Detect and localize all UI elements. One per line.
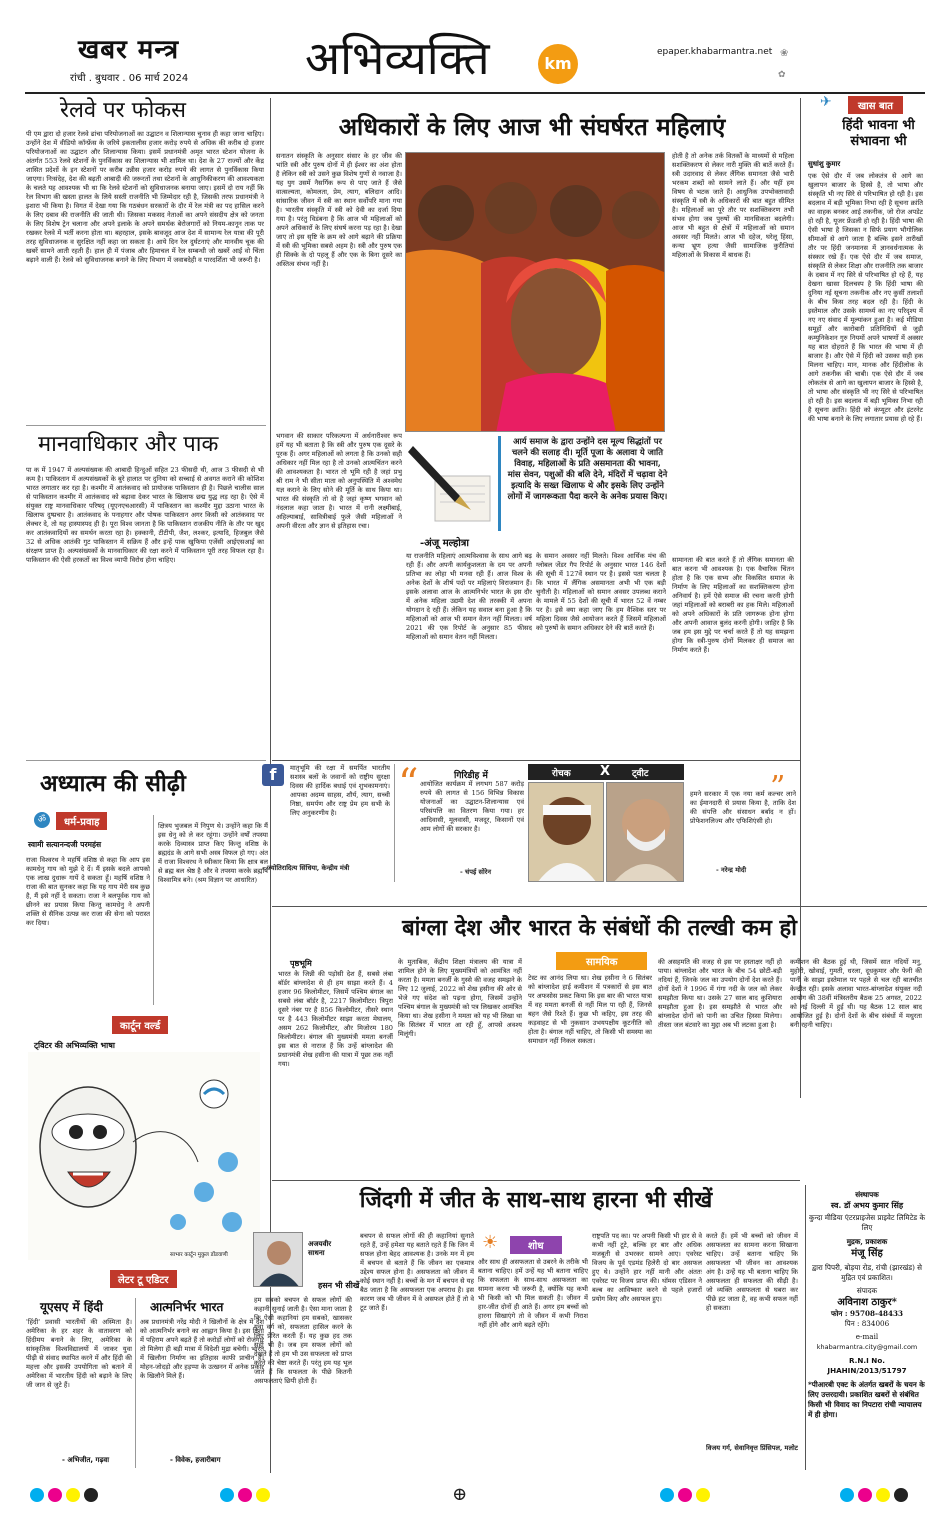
brand-logo [538, 44, 578, 84]
crosshair-icon: ⊕ [452, 1484, 468, 1505]
registration-marks [0, 1478, 945, 1517]
bangladesh-col4: की असहमति की वजह से इस पर हस्ताक्षर नहीं हो पाया। बांग्लादेश और भारत के बीच 54 छोटी-बड़ी नदियां हैं, जिनके जल का उपयोग दोनों देश करते हैं। दोनों देशों ने 1996 में गंगा नदी के जल को लेकर समझौता किया था। उसके 27 साल बाद कुशियारा समझौता हुआ है। इस समझौते से भारत और बांग्लादेश दोनों को पानी का उचित हिस्सा मिलेगा। तीस्ता जल बंटवारे का मुद्दा अब भी लटका हुआ है। [658, 958, 782, 1029]
imprint-note: *पीआरबी एक्ट के अंतर्गत खबरों के चयन के लिए उत्तरदायी। प्रकाशित खबरों से संबंधित किसी भी विवाद का निपटारा रांची न्यायालय में ही होगा। [808, 1380, 925, 1419]
spiritual-headline: अध्यात्म की सीढ़ी [40, 770, 186, 797]
soren-photo [528, 782, 604, 882]
women-photo [405, 152, 665, 432]
letter1-by: - अभिजीत, गढ़वा [62, 1456, 110, 1464]
plane-icon: ✈ [820, 94, 832, 110]
right-body: एक ऐसे दौर में जब लोकतंत्र से आगे का खुलापन बाजार के हिस्से है, तो भाषा और संस्कृति भी नए सिरे से परिभाषित हो रही है। इस बदलाव में बड़ी भूमिका निभा रही है सूचना क्रांति का वाहक बनकर आई तकनीक, जो रोज अपडेट हो रही है, यूजर फ्रेंडली हो रही है। हिंदी भाषा की ऐसी भाषा है जिसका न सिर्फ प्रयाग भौगोलिक सीमाओं से आगे जाता है बल्कि इसने तारीखों तौर पर हिंदी जनमानस में ज्ञानवर्धनात्मक के संस्कार रखे हैं। एक ऐसे दौर में जब समाज, संस्कृति से लेकर शिक्षा और राजनीति तक बाजार के दबाव में नए सिरे से परिभाषित हो रहे हैं, यह देखना खासा दिलचस्प है कि हिंदी भाषा की दुनिया नई सूचना तकनीक और नए कुर्सी तलाशों के बीच किस तरह बदल रही है। हिंदी के इस्तेमाल और उसके सामर्थ्य का नए परिदृश्य में नए नए संवाद में मूल्यांकन हुआ है। कई मीडिया समूहों और कारोबारी प्रतिनिधियों से जुड़ी कम्युनिकेशन गुरु नियमों अपने भाषणों में अक्सर यह बात दोहराते हैं कि भारत की भाषा में ही बाजार है। और ऐसे में हिंदी को उसका सही हक मिलना चाहिए। मान, मानक और हिंदीलोक के आगे तकनीक की चाबी। एक ऐसे दौर में जब लोकतंत्र से आगे का खुलापन बाजार के हिस्से है, तो भाषा और संस्कृति भी नए सिरे से परिभाषित हो रही है। इस बदलाव में बड़ी भूमिका निभा रही है सूचना क्रांति। हिंदी को कंप्यूटर और इंटरनेट की भाषा बनाने के लिए लगातार प्रयास हो रहे हैं। [808, 172, 923, 423]
bangladesh-tag-mid-label: सामयिक [586, 957, 618, 968]
brand-logo-letters: km [544, 54, 572, 73]
imprint-box [808, 1190, 926, 1470]
letters-tag: लेटर टू एडिटर [110, 1270, 177, 1288]
quote-mark-icon: “ [398, 761, 419, 807]
cartoon-image [28, 1052, 260, 1260]
main-col3: होती है तो अनेक तर्क वितर्कों के माध्यमों से महिला सशक्तिकरण से लेकर नारी मुक्ति की बातें करते हैं। स्त्री उदारवाद से लेकर लैंगिक समानता जैसे भारी भरकम शब्दों को सामने लाते हैं। और यहीं हम विषय से भटक जाते हैं। आधुनिक उपभोक्तावादी संस्कृति में स्त्री के अधिकारों की बात बहुत सीमित है। महिलाओं का पूरे तौर पर सशक्तिकरण तभी संभव होगा जब पुरुषों की मानसिकता बदलेगी। आज भी बहुत से क्षेत्रों में महिलाओं को समान अवसर नहीं मिलते। आज भी दहेज, घरेलू हिंसा, कन्या भ्रूण हत्या जैसी सामाजिक कुरीतियां महिलाओं के विकास में बाधक हैं। [672, 152, 794, 259]
main-col4: या राजनीति महिलाएं आत्मविश्वास के साथ आगे बढ़ रही हैं। और अपनी कार्यकुशलता के दम पर अपनी प्रतिभा का लोहा भी मनवा रही हैं। आज विश्व के अनेक देशों के शीर्ष पदों पर महिलाएं विराजमान हैं। इसके अलावा आज के आत्मनिर्भर भारत के इस दौर में अनेक महिला उद्यमी देश की तरक्की में अपना योगदान दे रही हैं। लेकिन यह सवाल बना हुआ है कि महिलाओं को आज भी समान वेतन नहीं मिलता। वर्ष 2021 की एक रिपोर्ट के अनुसार 85 फीसद महिलाओं को समान वेतन नहीं मिलता। [406, 552, 532, 641]
life-byline: हसन भी सीखें [318, 1280, 360, 1290]
tweet-header [528, 764, 684, 780]
life-col5: करते हैं। हमें भी बच्चों को जीवन में असफलता का सामना करना सिखाना चाहिए। उन्हें बताना चाहिए कि असफलता भी जीवन का आवश्यक अंग है। उन्हें यह भी बताना चाहिए कि असफलता ही सफलता की सीढ़ी है। जो व्यक्ति असफलता से घबरा कर पीछे हट जाता है, वह कभी सफल नहीं हो सकता। [706, 1232, 798, 1312]
post3-text: हमने सरकार में एक नया कर्म कल्चर लाने का ईमानदारी से प्रयास किया है, ताकि देश की संपत्ति और संसाधन बर्बाद न हों। प्रोफेशनलिज्म और एफिशिएंसी हो। [690, 790, 796, 825]
main-headline: अधिकारों के लिए आज भी संघर्षरत महिलाएं [338, 112, 726, 141]
right-tag-label: खास बात [858, 101, 894, 112]
cartoon-tag: कार्टून वर्ल्ड [112, 1016, 168, 1034]
life-headline: जिंदगी में जीत के साथ-साथ हारना भी सीखें [359, 1187, 713, 1213]
imprint-editor-name: अविनाश ठाकुर* [837, 1297, 897, 1308]
post3-by: - नरेन्द्र मोदी [716, 866, 747, 874]
author-photo [253, 1232, 303, 1287]
letter1-body: 'हिंदी' प्रवासी भारतीयों की अस्मिता है। अमेरिका के हर शहर के वातावरण को हिंदीमय बनाने के लिए, अमेरिका के सांस्कृतिक विश्वविद्यालयों में जाकर युवा पीढ़ी से संवाद स्थापित करने में और हिंदी की महत्ता और इसकी उपयोगिता को बताने में अमेरिका में भारतीय हिंदी को बढ़ाने के लिए जी जान से जुटे हैं। [26, 1318, 132, 1389]
pen-image [405, 436, 495, 531]
letter1-title: यूएसए में हिंदी [40, 1300, 103, 1314]
section-title: अभिव्यक्ति [305, 31, 490, 85]
post2-title: गिरिडीह में [454, 771, 488, 781]
imprint-email[interactable]: khabarmantra.city@gmail.com [816, 1343, 918, 1351]
imprint-printer-name: मंजू सिंह [851, 1248, 883, 1259]
paper-name: खबर मन्त्र [78, 35, 180, 65]
imprint-founder: स्व. डॉ अभय कुमार सिंह [830, 1200, 904, 1210]
imprint-rni: JHAHIN/2013/51797 [827, 1366, 907, 1375]
life-tag-mid [510, 1236, 562, 1254]
om-icon: ॐ [34, 812, 50, 828]
main-col1: सनातन संस्कृति के अनुसार संसार के हर जीव की भांति स्त्री और पुरुष दोनों में ही ईश्वर का अंश होता है लेकिन स्त्री को उसने कुछ विशेष गुणों से नवाजा है। यह युग उसमें नैसर्गिक रूप से पाए जाते हैं जैसे वात्सल्यता, कोमलता, प्रेम, त्याग, बलिदान आदि। सांसारिक जीवन में स्त्री का स्थान सर्वोपरि माना गया है। भारतीय संस्कृति में स्त्री को देवी का दर्जा दिया गया है। परंतु विडंबना है कि आज भी महिलाओं को अपने अधिकारों के लिए संघर्ष करना पड़ रहा है। देखा जाए तो इस सृष्टि के क्रम को आगे बढ़ाने की प्रक्रिया में स्त्री की भूमिका सबसे अहम है। स्त्री और पुरुष एक ही सिक्के के दो पहलू हैं और एक के बिना दूसरे का अस्तित्व संभव नहीं है। [276, 152, 402, 268]
imprint-editor-label: संपादक [856, 1286, 878, 1295]
right-headline: हिंदी भावना भी संभावना भी [842, 118, 915, 149]
bangladesh-tag-left: पृष्ठभूमि [290, 959, 312, 968]
leaf-icon: ❀ [780, 48, 789, 59]
right-tag [848, 96, 903, 114]
cartoon-title: ट्विटर की अभिव्यक्ति भाषा [34, 1041, 115, 1050]
post1-by: - ज्योतिरादित्य सिंधिया, केन्द्रीय मंत्री [262, 864, 350, 872]
tweet-header-tweet: ट्वीट [632, 769, 649, 779]
letter2-title: आत्मनिर्भर भारत [150, 1300, 224, 1314]
human-rights-headline: मानवाधिकार और पाक [38, 432, 219, 457]
life-col4: राष्ट्रपति पद का। पर अपनी किसी भी हार से वे कभी नहीं टूटे, बल्कि हर बार और अधिक मजबूती से उभरकर सामने आए। एवरेस्ट विजय के पूर्व एडमंड हिलेरी दो बार असफल हुए थे। उन्होंने हार नहीं मानी और अंततः एवरेस्ट पर विजय प्राप्त की। थॉमस एडिसन ने बल्ब का आविष्कार करने से पहले हजारों प्रयोग किए और असफल हुए। [592, 1232, 702, 1303]
bangladesh-col2: के मुताबिक, केंद्रीय शिक्षा मंत्रालय की यात्रा में शामिल होने के लिए मुख्यमंत्रियों को आमंत्रित नहीं करता है। ममता बनर्जी के गुस्से की वजह समझने के लिए 12 जुलाई, 2022 को शेख हसीना की ओर से भेजे गए संदेश को पढ़ना होगा, जिसमें उन्होंने पश्चिम बंगाल के मुख्यमंत्री को पत्र लिखकर आमंत्रित किया था। शेख हसीना ने ममता को यह भी लिखा था कि सितंबर में भारत आ रही हूँ, आपसे अवश्य मिलूंगी। [398, 958, 522, 1038]
modi-photo [606, 782, 684, 882]
facebook-icon[interactable]: f [262, 764, 284, 786]
bangladesh-col1: भारत के जिन्नी की पड़ोसी देश हैं, सबसे लंबा बॉर्डर बांग्लादेश से ही हम साझा करते हैं। 4 हजार 96 किलोमीटर, जिसमें पश्चिम बंगाल का सबसे लंबा बॉर्डर है, 2217 किलोमीटर। त्रिपुरा दूसरे नंबर पर है 856 किलोमीटर, तीसरे स्थान पर है 443 किलोमीटर साझा करता मेघालय, असम 262 किलोमीटर, और मिजोरम 180 किलोमीटर। बंगाल की मुख्यमंत्री ममता बनर्जी इस बात से नाराज हैं कि उन्हें बांग्लादेश की प्रधानमंत्री शेख हसीना की यात्रा में पूछा तक नहीं गया। [278, 970, 393, 1068]
imprint-pin: पिन : 834006 [844, 1319, 890, 1328]
post2-by: - चंपई सोरेन [460, 868, 492, 876]
leaf-icon-2: ✿ [778, 70, 786, 80]
author-name: -अंजू मल्होत्रा [420, 538, 469, 549]
life-col3: और साथ ही असफलता से उबरने के तरीके भी बताना चाहिए। हमें उन्हें यह भी बताना चाहिए कि सफलता के साथ-साथ असफलता का सामना करना भी जरूरी है, क्योंकि यह कभी भी किसी को भी मिल सकती है। जीवन में हार-जीत दोनों ही आते हैं। अगर हम बच्चों को हारना सिखाएंगे तो वे जीवन में कभी निराश नहीं होंगे और आगे बढ़ते रहेंगे। [478, 1258, 588, 1329]
letter2-body: अब प्रधानमंत्री नरेंद्र मोदी ने खिलौनों के क्षेत्र में देश को आत्मनिर्भर बनाने का आह्वान किया है। इस दिशा में पहिराम अपने बढ़ते हैं तो करोड़ों लोगों को रोजगार तो मिलेगा ही बड़ी मात्रा में विदेशी मुद्रा बचेगी। भारत में खिलौना निर्माण का इतिहास काफी प्राचीन है। मोहन-जोदड़ो और हड़प्पा के उत्खनन में अनेक प्रकार के खिलौने मिले हैं। [140, 1318, 264, 1380]
spiritual-body-a: राजा विश्वरथ ने महर्षि वशिष्ठ से कहा कि आप इस कामधेनु गाय को मुझे दे दें। मैं इसके बदले आपको एक लाख दुधारू गायें दे सकता हूँ। महर्षि वशिष्ठ ने राजा की बात सुनकर कहा कि यह गाय मेरी सब कुछ है, मैं इसे नहीं दे सकता। राजा ने बलपूर्वक गाय को छीनने का प्रयास किया किन्तु कामधेनु ने अपनी शक्ति से सैनिक उत्पन्न कर राजा की सेना को परास्त कर दिया। [26, 856, 150, 927]
spiritual-body-b: क्षित्रय भुजबल में निपुण थे। उन्होंने कहा कि मैं इस धेनु को ले कर रहूंगा। उन्होंने वर्षों तपस्या करके दिव्यास्त्र प्राप्त किए किन्तु वशिष्ठ के ब्रह्मदंड के आगे सभी अस्त्र विफल हो गए। अंत में राजा विश्वरथ ने स्वीकार किया कि क्षात्र बल से ब्रह्म बल श्रेष्ठ है और वे तपस्या करके ब्रह्मर्षि विश्वामित्र बने। (श्रम विज्ञान पर आधारित) [158, 822, 268, 884]
spiritual-byline: स्वामी सत्यानन्दजी परमहंस [28, 840, 102, 849]
life-col1: हम सबको बचपन से सफल लोगों की कहानी सुनाई जाती है। ऐसा माना जाता है कि ऐसी कहानियां हम सबको, खासकर युवा वर्ग को, सफलता हासिल करने के लिए प्रेरित करती हैं। यह कुछ हद तक सही भी है। जब हम सफल लोगों को देखते हैं तो हम भी उस सफलता को प्राप्त करने की चेष्टा करते हैं। परंतु हम यह भूल जाते हैं कि सफलता के पीछे कितनी असफलताएं छिपी होती हैं। [254, 1296, 352, 1385]
main-col2: भगवान की साकार परिकल्पना में अर्धनारीश्वर रूप हमें यह भी बताता है कि स्त्री और पुरुष एक दूसरे के पूरक हैं। अगर महिलाओं को लगता है कि उनको सही अधिकार नहीं मिल रहा है तो उनको आत्मचिंतन करने की आवश्यकता है। भारत तो भूमि रही है जहां प्रभु श्री राम ने भी सीता माता को अनुपस्थिति में अश्वमेध यज्ञ कराने के लिए सोने की मूर्ति के साथ किया था। भारत की संस्कृति तो वो है जहां कृष्ण भगवान को नंदलाल कहा जाता है। भारत में रानी लक्ष्मीबाई, अहिल्याबाई, सावित्रीबाई फुले जैसी महिलाओं ने अपनी वीरता और ज्ञान से इतिहास रचा। [276, 432, 402, 530]
imprint-printer-label: मुद्रक, प्रकाशक [846, 1237, 888, 1246]
right-byline: सुधांशु कुमार [808, 160, 841, 168]
main-col6: सामानता की बात करते हैं तो लैंगिक समानता की बात करना भी आवश्यक है। एक वैचारिक चिंतन होता है कि एक सभ्य और विकसित समाज के निर्माण के लिए महिलाओं का सशक्तिकरण होना अनिवार्य है। हमें ऐसे समाज की रचना करनी होगी जहां महिलाओं को बराबरी का हक मिले। महिलाओं को अपने अधिकारों के प्रति जागरूक होना होगा और अपनी आवाज बुलंद करनी होगी। जाहिर है कि जब हम इस मुद्दे पर चर्चा करते हैं तो यह समझना होगा कि स्त्री-पुरुष दोनों मिलकर ही समाज का निर्माण करते हैं। [672, 556, 794, 654]
life-tag-mid-label: शोध [528, 1241, 544, 1252]
post2-text: आयोजित कार्यक्रम में लगभग 587 करोड़ रुपये की लागत से 156 विभिन्न विकास योजनाओं का उद्घाटन-शिलान्यास एवं परिसंपत्ति का वितरण किया गया। हर आदिवासी, मूलवासी, मजदूर, किसानों एवं आम लोगों की सरकार है। [420, 780, 524, 833]
website-link[interactable]: epaper.khabarmantra.net [657, 47, 773, 57]
tweet-header-rokak: रोचक [552, 769, 571, 779]
bangladesh-col5: कमीशन की बैठक हुई थी, जिसमें सात नदियों मनु, मुहोरी, खोवाई, गुमती, धरला, दूधकुमार और फेनी की पानी के साझा इस्तेमाल पर पहले से चल रही बातचीत केन्द्रीत रही। इसके अलावा भारत-बांग्लादेश संयुक्त नदी आयोग की 38वीं मंत्रिस्तरीय बैठक 25 अगस्त, 2022 को नई दिल्ली में हुई थी। यह बैठक 12 साल बाद आयोजित हुई है। दोनों देशों के बीच संबंधों में मधुरता बनी रहनी चाहिए। [790, 958, 922, 1029]
x-icon[interactable]: X [600, 764, 611, 779]
imprint-title: संस्थापक [855, 1190, 879, 1199]
sun-icon: ☀ [482, 1232, 499, 1253]
railway-body: पी एम द्वारा दो हजार रेलवे ढांचा परियोजनाओं का उद्घाटन व शिलान्यास चुनाव ही कहा जाना चाहिए। उन्होंने देश में वीडियो कॉन्फ्रेंस के जरिये इकतालीस हजार करोड़ रुपये से अधिक की करीब दो हजार परियोजनाओं का उद्घाटन और शिलान्यास किया। इसमें प्रधानमंत्री अमृत भारत स्टेशन योजना के अंतर्गत 553 रेलवे स्टेशनों के पुनर्विकास का शिलान्यास भी शामिल था। देश के 27 राज्यों और केंद्र शासित प्रदेशों के इन स्टेशनों पर करीब उन्नीस हजार करोड़ रुपये की लागत से पुनर्विकास किया जाएगा। निःसंदेह, देश की बढ़ती आबादी की जरूरतों तथा स्टेशनों के आधुनिकीकरण की आवश्यकता के चलते यह आवश्यक भी था कि रेलवे स्टेशनों को सुविधाजनक बनाया जाए। इसमें दो राय नहीं कि रेल विभाग की खस्ता हालत के लिये सस्ती राजनीति भी जिम्मेदार रही है, जिसकी तरफ प्रधानमंत्री ने इशारा भी किया है। विगत में देखा गया कि गठबंधन सरकारों के दौर में रेल मंत्री का पद हासिल करने के लिए दबाव की राजनीति की जाती थी। जिसका मकसद नेताओं का अपने संसदीय क्षेत्र को जनता के लिए विशेष ट्रेन चलाना और अपने इलाके के अपने समर्थक बेरोजगारों को नियम-कानून ताक पर रखकर रेलवे में भर्ती करना होता था। बहरहाल, इसके बावजूद आज देश में सामान्य रेल यात्रा की पूरी तरह सुविधाजनक व सुरक्षित नहीं कहा जा सकता है। आये दिन रेल दुर्घटनाएं और मानवीय चूक की खबरें सामने आती रहती हैं। हाल ही में पंजाब और हिमाचल में रेल सम्बन्धी जो खबरें आईं वो चिंता बढ़ाने वाली हैं। रेलवे को सुविधाजनक बनाने के लिए विभाग में जवाबदेही व पारदर्शिता भी जरूरी है। [26, 130, 264, 264]
imprint-email-label: e-mail [855, 1332, 879, 1341]
life-col5-by: विजय गर्ग, सेवानिवृत्त प्रिंसिपल, मलोट [706, 1444, 798, 1452]
post1-text: मातृभूमि की रक्षा में समर्पित भारतीय सशस्त्र बलों के जवानों को राष्ट्रीय सुरक्षा दिवस की हार्दिक बधाई एवं शुभकामनाएं। आपका अदम्य साहस, शौर्य, त्याग, सच्ची निष्ठा, समर्पण और राष्ट्र प्रेम हम सभी के लिए अनुकरणीय है। [290, 764, 390, 817]
life-col2: बचपन से सफल लोगों की ही कहानियां सुनाते रहते हैं, उन्हें हमेशा यह बताते रहते हैं कि जिन में सफल होना बेहद आवश्यक है। उनके मन में हम में बचपन से बताते हैं कि जीवन का एकमात्र उद्देश्य सफल होना है। असफलता को जीवन में कोई स्थान नहीं है। बच्चों के मन में बचपन से यह बैठ जाता है कि असफलता एक अपराध है। इस कारण जब भी जीवन में वे असफल होते हैं तो वे टूट जाते हैं। [360, 1232, 474, 1312]
quote-mark-icon-2: ” [770, 770, 786, 805]
quote-box [498, 436, 668, 531]
dateline: रांची . बुधवार . 06 मार्च 2024 [70, 73, 189, 84]
cartoon-credit: साभार कार्टून मुकुल डोंडवाणी [170, 1252, 228, 1258]
bangladesh-col3: टेस्ट का आनंद लिया था। शेख हसीना ने 6 सितंबर को बांग्लादेश हाई कमीशन में पत्रकारों से इस बात पर अफसोस प्रकट किया कि इस बार की भारत यात्रा में वह ममता बनर्जी से नहीं मिल पा रही हैं, जिनसे बहन जैसे रिश्ते हैं। कुछ भी कहिए, इस तरह की कड़वाहट से भी नुकसान उभयपक्षीय कूटनीति को होता है। बंगाल नहीं चाहिए, तो किसी भी समस्या का समाधान नहीं निकल सकता। [528, 974, 652, 1045]
masthead [0, 0, 945, 95]
letter2-by: - विवेक, हजारीबाग [170, 1456, 221, 1464]
bangladesh-headline: बांग्ला देश और भारत के संबंधों की तल्खी कम हो [402, 915, 797, 941]
railway-headline: रेलवे पर फोकस [60, 98, 187, 123]
human-rights-body: पा क में 1947 में अल्पसंख्यक की आबादी हिन्दुओं सहित 23 फीसदी थी, आज 3 फीसदी से भी कम है। पाकिस्तान में अल्पसंख्यकों के बुरे हालात पर दुनिया को सच्चाई से अवगत कराने की कोशिश भारत लगातार कर रहा है। कश्मीर में आतंकवाद को प्रायोजक पाकिस्तान ही है। पिछले चालीस साल से पाकिस्तान कश्मीर में आतंकवाद को बढ़ावा देकर भारत के खिलाफ छद्म युद्ध लड़ रहा है। ऐसे में संयुक्त राष्ट्र मानवाधिकार परिषद् (यूएनएचआरसी) में पाकिस्तान का कश्मीर मुद्दा उठाना भारत के खिलाफ दुष्प्रचार है। आतंकवाद के पनाहगार और पोषक पाकिस्तान अगर किसी को आतंकवाद पर लेक्चर दे, तो यह हास्यास्पद ही है। पूरा विश्व जानता है कि पाकिस्तान राजकीय नीति के तौर पर खुद कर आतंकवादियों का समर्थन करता रहा है। हक्कानी, टीटीपी, जैश, लश्कर, इत्यादि, हिजबुल जैसे 32 से अधिक आतंकी गुट पाकिस्तान में सक्रिय हैं और इन्हें पाक खुफिया एजेंसी आईएसआई का संरक्षण प्राप्त है। अल्पसंख्यकों के मानवाधिकार की रक्षा करने में पाकिस्तान पूरी तरह विफल रहा है। पाकिस्तान की ऐसी हरकतों का विश्व व्यापी विरोध होना चाहिए। [26, 466, 264, 564]
spiritual-tag: धर्म-प्रवाह [56, 812, 107, 830]
imprint-publisher: कुन्दा मीडिया एंटरप्राइजेस प्राइवेट लिमिटेड के लिए [809, 1213, 925, 1232]
imprint-rni-label: R.N.I No. [848, 1356, 885, 1365]
imprint-address: द्वारा पिपरी, बोड़या रोड, रांची (झारखंड) से मुद्रित एवं प्रकाशित। [811, 1263, 923, 1282]
quote-text: आर्य समाज के द्वारा उन्होंने दस मूल्य सिद्धांतों पर चलने की सलाह दी। मूर्ति पूजा के अलावा ये जाति विवाह, महिलाओं के प्रति असमानता की भावना, मांस सेवन, पशुओं की बलि देने, मंदिरों में चढ़ावा देने इत्यादि के सख्त खिलाफ थे और इसके लिए उन्होंने लोगों में जागरूकता पैदा करने के अनेक प्रयास किए। [507, 436, 668, 501]
main-col5: के समान अवसर नहीं मिलते। विश्व आर्थिक मंच की ग्लोबल जेंडर गैप रिपोर्ट के अनुसार भारत 146 देशों की सूची में 127वें स्थान पर है। इससे पता चलता है कि भारत में लैंगिक असमानता अभी भी एक बड़ी चुनौती है। महिलाओं को समान अवसर उपलब्ध कराने के मामले में 55 देशों की सूची में भारत 52 वें नम्बर पर है। इसे क्या कहा जाए कि हम वैश्विक स्तर पर महिला दिवस जैसे आयोजन करते हैं जिसमें महिलाओं को पुरुषों के समान अधिकार देने की बातें करते हैं। [536, 552, 666, 632]
bangladesh-tag-mid [556, 952, 647, 970]
imprint-phone: फोन : 95708-48433 [830, 1309, 904, 1318]
life-tag-left: अजयवीर साधना [308, 1240, 332, 1257]
